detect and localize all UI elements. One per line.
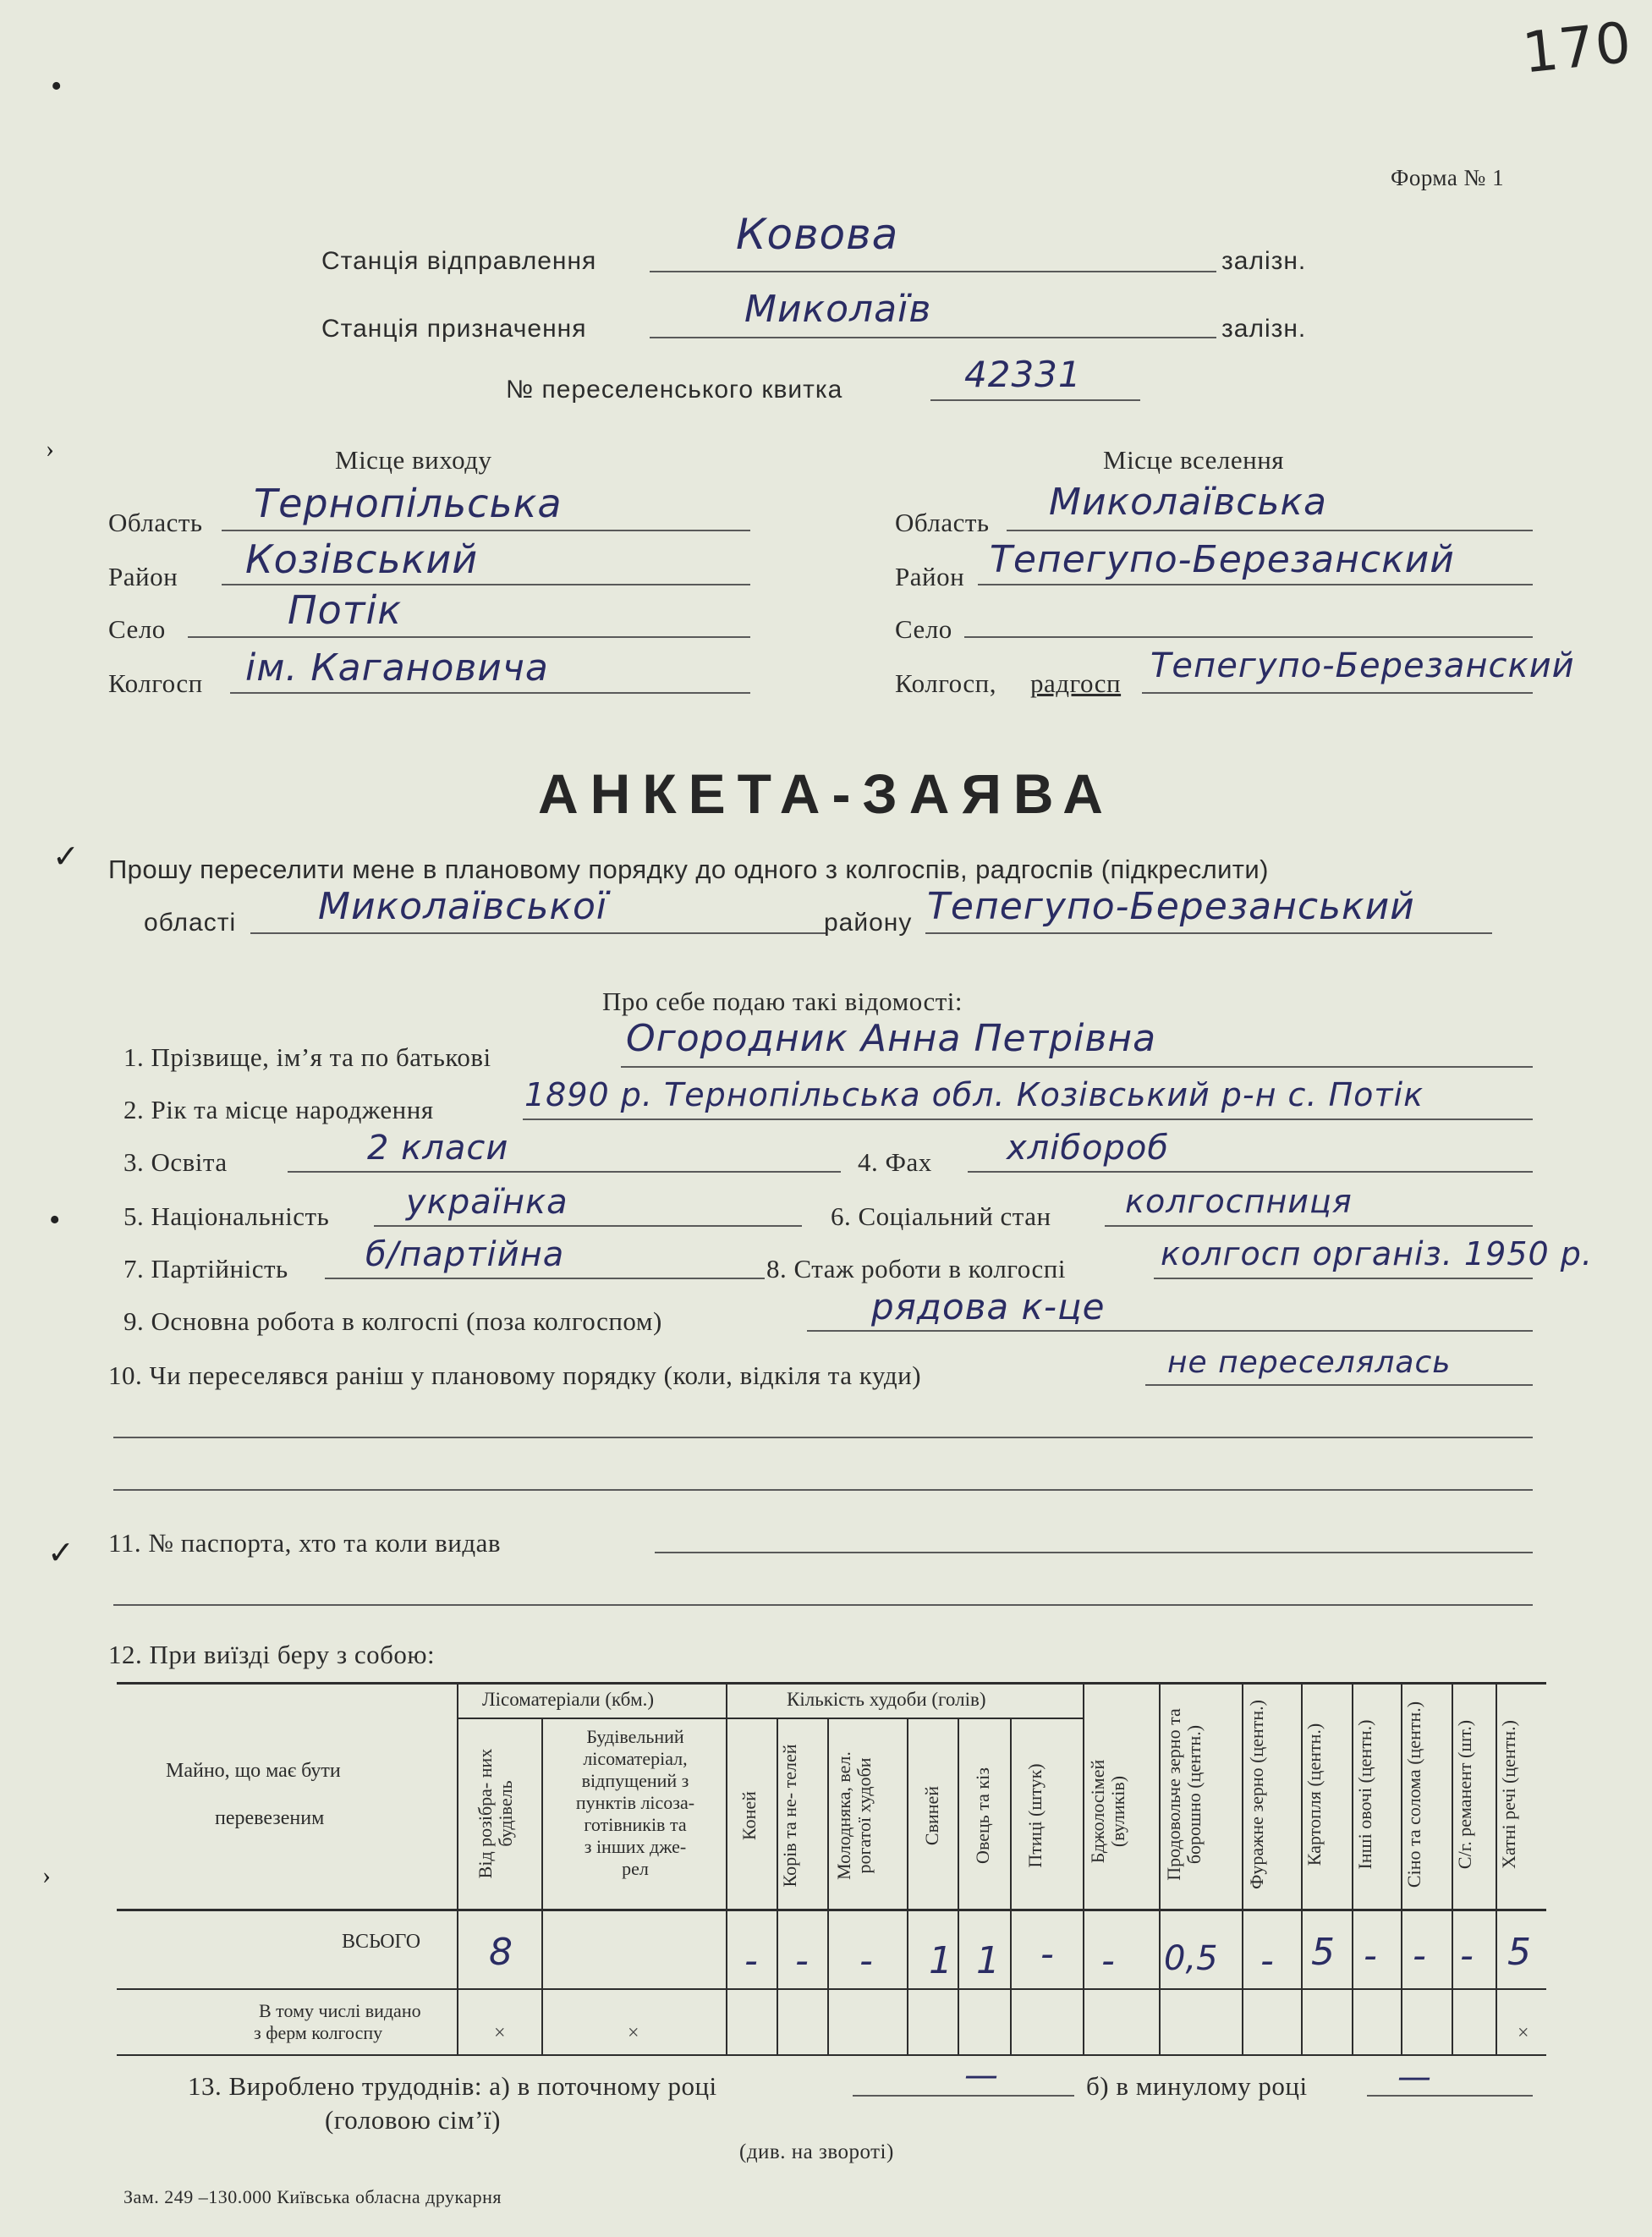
table-rule xyxy=(117,1988,1546,1990)
origin-raion-label: Район xyxy=(108,562,178,591)
request-oblast-value: Миколаївської xyxy=(318,885,608,928)
col-horses: Коней xyxy=(738,1791,760,1840)
timber-building-line: Будівельний xyxy=(586,1726,684,1747)
punch-mark: • xyxy=(49,1202,61,1238)
table-col-rule xyxy=(1242,1682,1243,2054)
ticket-number-line xyxy=(930,399,1140,401)
sheet-number: 170 xyxy=(1519,9,1635,86)
q5-line xyxy=(374,1225,802,1227)
col-property-header-2: перевезеним xyxy=(215,1807,325,1829)
col-other-vegetables: Інші овочі (центн.) xyxy=(1354,1719,1375,1870)
workdays-label: 13. Вироблено трудоднів: а) в поточному році xyxy=(188,2071,717,2101)
q7-label: 7. Партійність xyxy=(123,1254,288,1283)
destination-kolhosp-label: Колгосп, xyxy=(895,668,997,698)
q8-value: колгосп організ. 1950 р. xyxy=(1161,1235,1593,1272)
origin-selo-label: Село xyxy=(108,614,166,644)
q9-value: рядова к-це xyxy=(871,1286,1106,1327)
q2-value: 1890 р. Тернопільська обл. Козівський р-н с. Потік xyxy=(524,1076,1424,1113)
table-col-rule xyxy=(1010,1718,1012,2054)
col-pigs: Свиней xyxy=(921,1785,942,1846)
origin-raion-value: Козівський xyxy=(245,536,479,582)
punch-mark: › xyxy=(42,1861,51,1889)
punch-mark: ✓ xyxy=(47,1536,74,1571)
table-rule xyxy=(117,1682,1546,1685)
q11-label: 11. № паспорта, хто та коли видав xyxy=(108,1528,501,1558)
table-col-rule xyxy=(958,1718,959,2054)
destination-heading: Місце вселення xyxy=(1103,445,1285,475)
departure-railway-suffix: залізн. xyxy=(1221,247,1307,275)
q1-line xyxy=(621,1066,1533,1068)
total-farm-tools: - xyxy=(1460,1934,1474,1977)
table-col-rule xyxy=(1301,1682,1303,2054)
punch-mark: • xyxy=(51,69,63,104)
q11-line xyxy=(655,1552,1533,1553)
total-poultry: - xyxy=(1040,1932,1054,1976)
q6-line xyxy=(1105,1225,1533,1227)
total-potatoes: 5 xyxy=(1311,1931,1335,1974)
q6-label: 6. Соціальний стан xyxy=(831,1201,1051,1231)
q2-line xyxy=(523,1118,1533,1120)
table-col-rule xyxy=(541,1718,543,2054)
origin-kolhosp-line xyxy=(230,692,750,694)
destination-raion-label: Район xyxy=(895,562,965,591)
origin-selo-value: Потік xyxy=(288,587,403,633)
printer-imprint: Зам. 249 –130.000 Київська обласна друкарня xyxy=(123,2186,502,2207)
col-young-cattle: Молодняка, вел. рогатої худоби xyxy=(833,1751,875,1880)
departure-station-value: Ковова xyxy=(736,210,899,259)
destination-oblast-label: Область xyxy=(895,508,990,537)
q11-extra-line xyxy=(113,1604,1533,1606)
col-potatoes: Картопля (центн.) xyxy=(1303,1723,1325,1866)
row-issued-label: В тому числі видано xyxy=(259,2000,421,2021)
ticket-number-value: 42331 xyxy=(964,354,1082,395)
table-col-rule xyxy=(1352,1682,1353,2054)
destination-station-label: Станція призначення xyxy=(321,315,587,343)
destination-oblast-value: Миколаївська xyxy=(1049,481,1327,524)
q4-line xyxy=(968,1171,1533,1173)
request-text: Прошу переселити мене в плановому порядку до одного з колгоспів, радгоспів (підкреслити) xyxy=(108,855,1269,884)
total-cows: - xyxy=(795,1939,809,1982)
destination-station-value: Миколаїв xyxy=(744,288,932,331)
col-bee-colonies: Бджолосімей (вуликів) xyxy=(1087,1759,1128,1864)
q10-extra-line xyxy=(113,1489,1533,1491)
workdays-prev-label: б) в минулому році xyxy=(1086,2071,1308,2101)
total-fodder-grain: - xyxy=(1260,1939,1274,1982)
table-rule xyxy=(457,1718,1083,1719)
q10-value: не переселялась xyxy=(1167,1345,1452,1380)
departure-station-line xyxy=(650,271,1216,272)
row-total-label: ВСЬОГО xyxy=(342,1931,421,1953)
workdays-current-value: — xyxy=(964,2056,999,2095)
info-heading: Про себе подаю такі відомості: xyxy=(602,987,963,1016)
total-pigs: 1 xyxy=(929,1939,952,1982)
col-household-items: Хатні речі (центн.) xyxy=(1498,1720,1519,1869)
table-col-rule xyxy=(1452,1682,1453,2054)
workdays-current-line xyxy=(853,2095,1074,2097)
timber-building-line: з інших дже- xyxy=(584,1836,687,1857)
issued-mark: × xyxy=(494,2022,506,2044)
request-oblast-label: області xyxy=(144,909,237,937)
origin-oblast-line xyxy=(222,530,750,531)
q3-line xyxy=(288,1171,841,1173)
total-household-items: 5 xyxy=(1507,1931,1531,1974)
total-food-grain: 0,5 xyxy=(1164,1939,1218,1978)
request-oblast-line xyxy=(250,932,826,934)
q9-label: 9. Основна робота в колгоспі (поза колгоспом) xyxy=(123,1306,662,1336)
table-rule xyxy=(117,1909,1546,1911)
destination-station-line xyxy=(650,337,1216,338)
table-rule xyxy=(117,2054,1546,2056)
q4-value: хлібороб xyxy=(1007,1129,1170,1168)
request-raion-value: Тепегупо-Березанський xyxy=(927,885,1415,928)
request-raion-label: району xyxy=(824,909,913,937)
q8-label: 8. Стаж роботи в колгоспі xyxy=(766,1254,1066,1283)
table-col-rule xyxy=(777,1718,778,2054)
total-hay-straw: - xyxy=(1413,1934,1426,1977)
q7-line xyxy=(325,1278,765,1279)
request-raion-line xyxy=(925,932,1492,934)
table-col-rule xyxy=(457,1682,458,2054)
q6-value: колгоспниця xyxy=(1125,1183,1353,1220)
col-timber-building xyxy=(546,1726,724,1880)
timber-building-line: рел xyxy=(622,1858,649,1879)
form-number: Форма № 1 xyxy=(1391,165,1505,190)
q5-value: українка xyxy=(406,1183,568,1222)
timber-building-line: лісоматеріал, xyxy=(583,1748,688,1769)
destination-kolhosp-value: Тепегупо-Березанский xyxy=(1150,646,1575,685)
origin-heading: Місце виходу xyxy=(335,445,492,475)
q5-label: 5. Національність xyxy=(123,1201,330,1231)
group-livestock-header: Кількість худоби (голів) xyxy=(787,1689,986,1710)
group-timber-header: Лісоматеріали (кбм.) xyxy=(482,1689,655,1710)
q4-label: 4. Фах xyxy=(858,1147,932,1177)
table-col-rule xyxy=(1083,1682,1084,2054)
origin-kolhosp-value: ім. Кагановича xyxy=(245,646,549,690)
col-cows: Корів та не- телей xyxy=(779,1744,800,1888)
q9-line xyxy=(807,1330,1533,1332)
timber-building-line: готівників та xyxy=(584,1814,687,1835)
punch-mark: › xyxy=(46,435,54,463)
ticket-number-label: № переселенського квитка xyxy=(506,376,843,404)
destination-radhosp-label: радгосп xyxy=(1030,668,1122,698)
total-horses: - xyxy=(744,1939,758,1982)
timber-building-line: пунктів лісоза- xyxy=(575,1792,695,1813)
col-farm-tools: С/г. реманент (шт.) xyxy=(1454,1719,1475,1870)
col-food-grain: Продовольче зерно та борошно (центн.) xyxy=(1163,1708,1205,1881)
origin-oblast-label: Область xyxy=(108,508,203,537)
row-issued-label-2: з ферм колгоспу xyxy=(254,2022,383,2043)
destination-railway-suffix: залізн. xyxy=(1221,315,1307,343)
q12-label: 12. При виїзді беру з собою: xyxy=(108,1640,436,1669)
q10-label: 10. Чи переселявся раніш у плановому порядку (коли, відкіля та куди) xyxy=(108,1360,922,1390)
col-property-header: Майно, що має бути xyxy=(166,1760,341,1782)
destination-raion-value: Тепегупо-Березанский xyxy=(990,538,1455,581)
total-sheep-goats: 1 xyxy=(976,1939,1000,1982)
q7-value: б/партійна xyxy=(365,1235,565,1274)
table-col-rule xyxy=(1496,1682,1497,2054)
workdays-prev-value: — xyxy=(1397,2058,1432,2097)
workdays-prev-line xyxy=(1367,2095,1533,2097)
q1-value: Огородник Анна Петрівна xyxy=(626,1017,1157,1060)
departure-station-label: Станція відправлення xyxy=(321,247,597,275)
table-col-rule xyxy=(907,1718,908,2054)
issued-mark: × xyxy=(628,2022,639,2044)
col-hay-straw: Сіно та солома (центн.) xyxy=(1403,1701,1424,1888)
destination-oblast-line xyxy=(1007,530,1533,531)
q2-label: 2. Рік та місце народження xyxy=(123,1095,434,1124)
see-back-note: (див. на звороті) xyxy=(739,2141,894,2163)
table-col-rule xyxy=(1159,1682,1161,2054)
q10-line xyxy=(1145,1384,1533,1386)
punch-mark: ✓ xyxy=(52,839,80,875)
q1-label: 1. Прізвище, ім’я та по батькові xyxy=(123,1042,491,1072)
q8-line xyxy=(1154,1278,1533,1279)
origin-kolhosp-label: Колгосп xyxy=(108,668,203,698)
timber-building-line: відпущений з xyxy=(581,1770,689,1791)
workdays-sub: (головою сім’ї) xyxy=(325,2105,501,2135)
destination-raion-line xyxy=(978,584,1533,585)
col-sheep-goats: Овець та кіз xyxy=(972,1767,993,1864)
form-title: АНКЕТА-ЗАЯВА xyxy=(538,762,1115,825)
issued-mark: × xyxy=(1518,2022,1529,2044)
col-fodder-grain: Фуражне зерно (центн.) xyxy=(1246,1700,1267,1889)
destination-selo-label: Село xyxy=(895,614,952,644)
origin-raion-line xyxy=(222,584,750,585)
total-other-vegetables: - xyxy=(1364,1934,1377,1977)
q3-value: 2 класи xyxy=(367,1129,509,1168)
origin-oblast-value: Тернопільська xyxy=(254,481,563,526)
q10-extra-line xyxy=(113,1437,1533,1438)
col-poultry: Птиці (штук) xyxy=(1024,1763,1046,1868)
destination-kolhosp-line xyxy=(1142,692,1533,694)
table-col-rule xyxy=(1401,1682,1402,2054)
total-young-cattle: - xyxy=(859,1939,873,1982)
total-dismantled: 8 xyxy=(489,1931,513,1974)
col-timber-dismantled: Від розібра- них будівель xyxy=(475,1748,516,1879)
total-bee-colonies: - xyxy=(1101,1939,1115,1982)
origin-selo-line xyxy=(188,636,750,638)
table-col-rule xyxy=(726,1682,727,2054)
q3-label: 3. Освіта xyxy=(123,1147,228,1177)
destination-selo-line xyxy=(964,636,1533,638)
table-col-rule xyxy=(827,1718,829,2054)
